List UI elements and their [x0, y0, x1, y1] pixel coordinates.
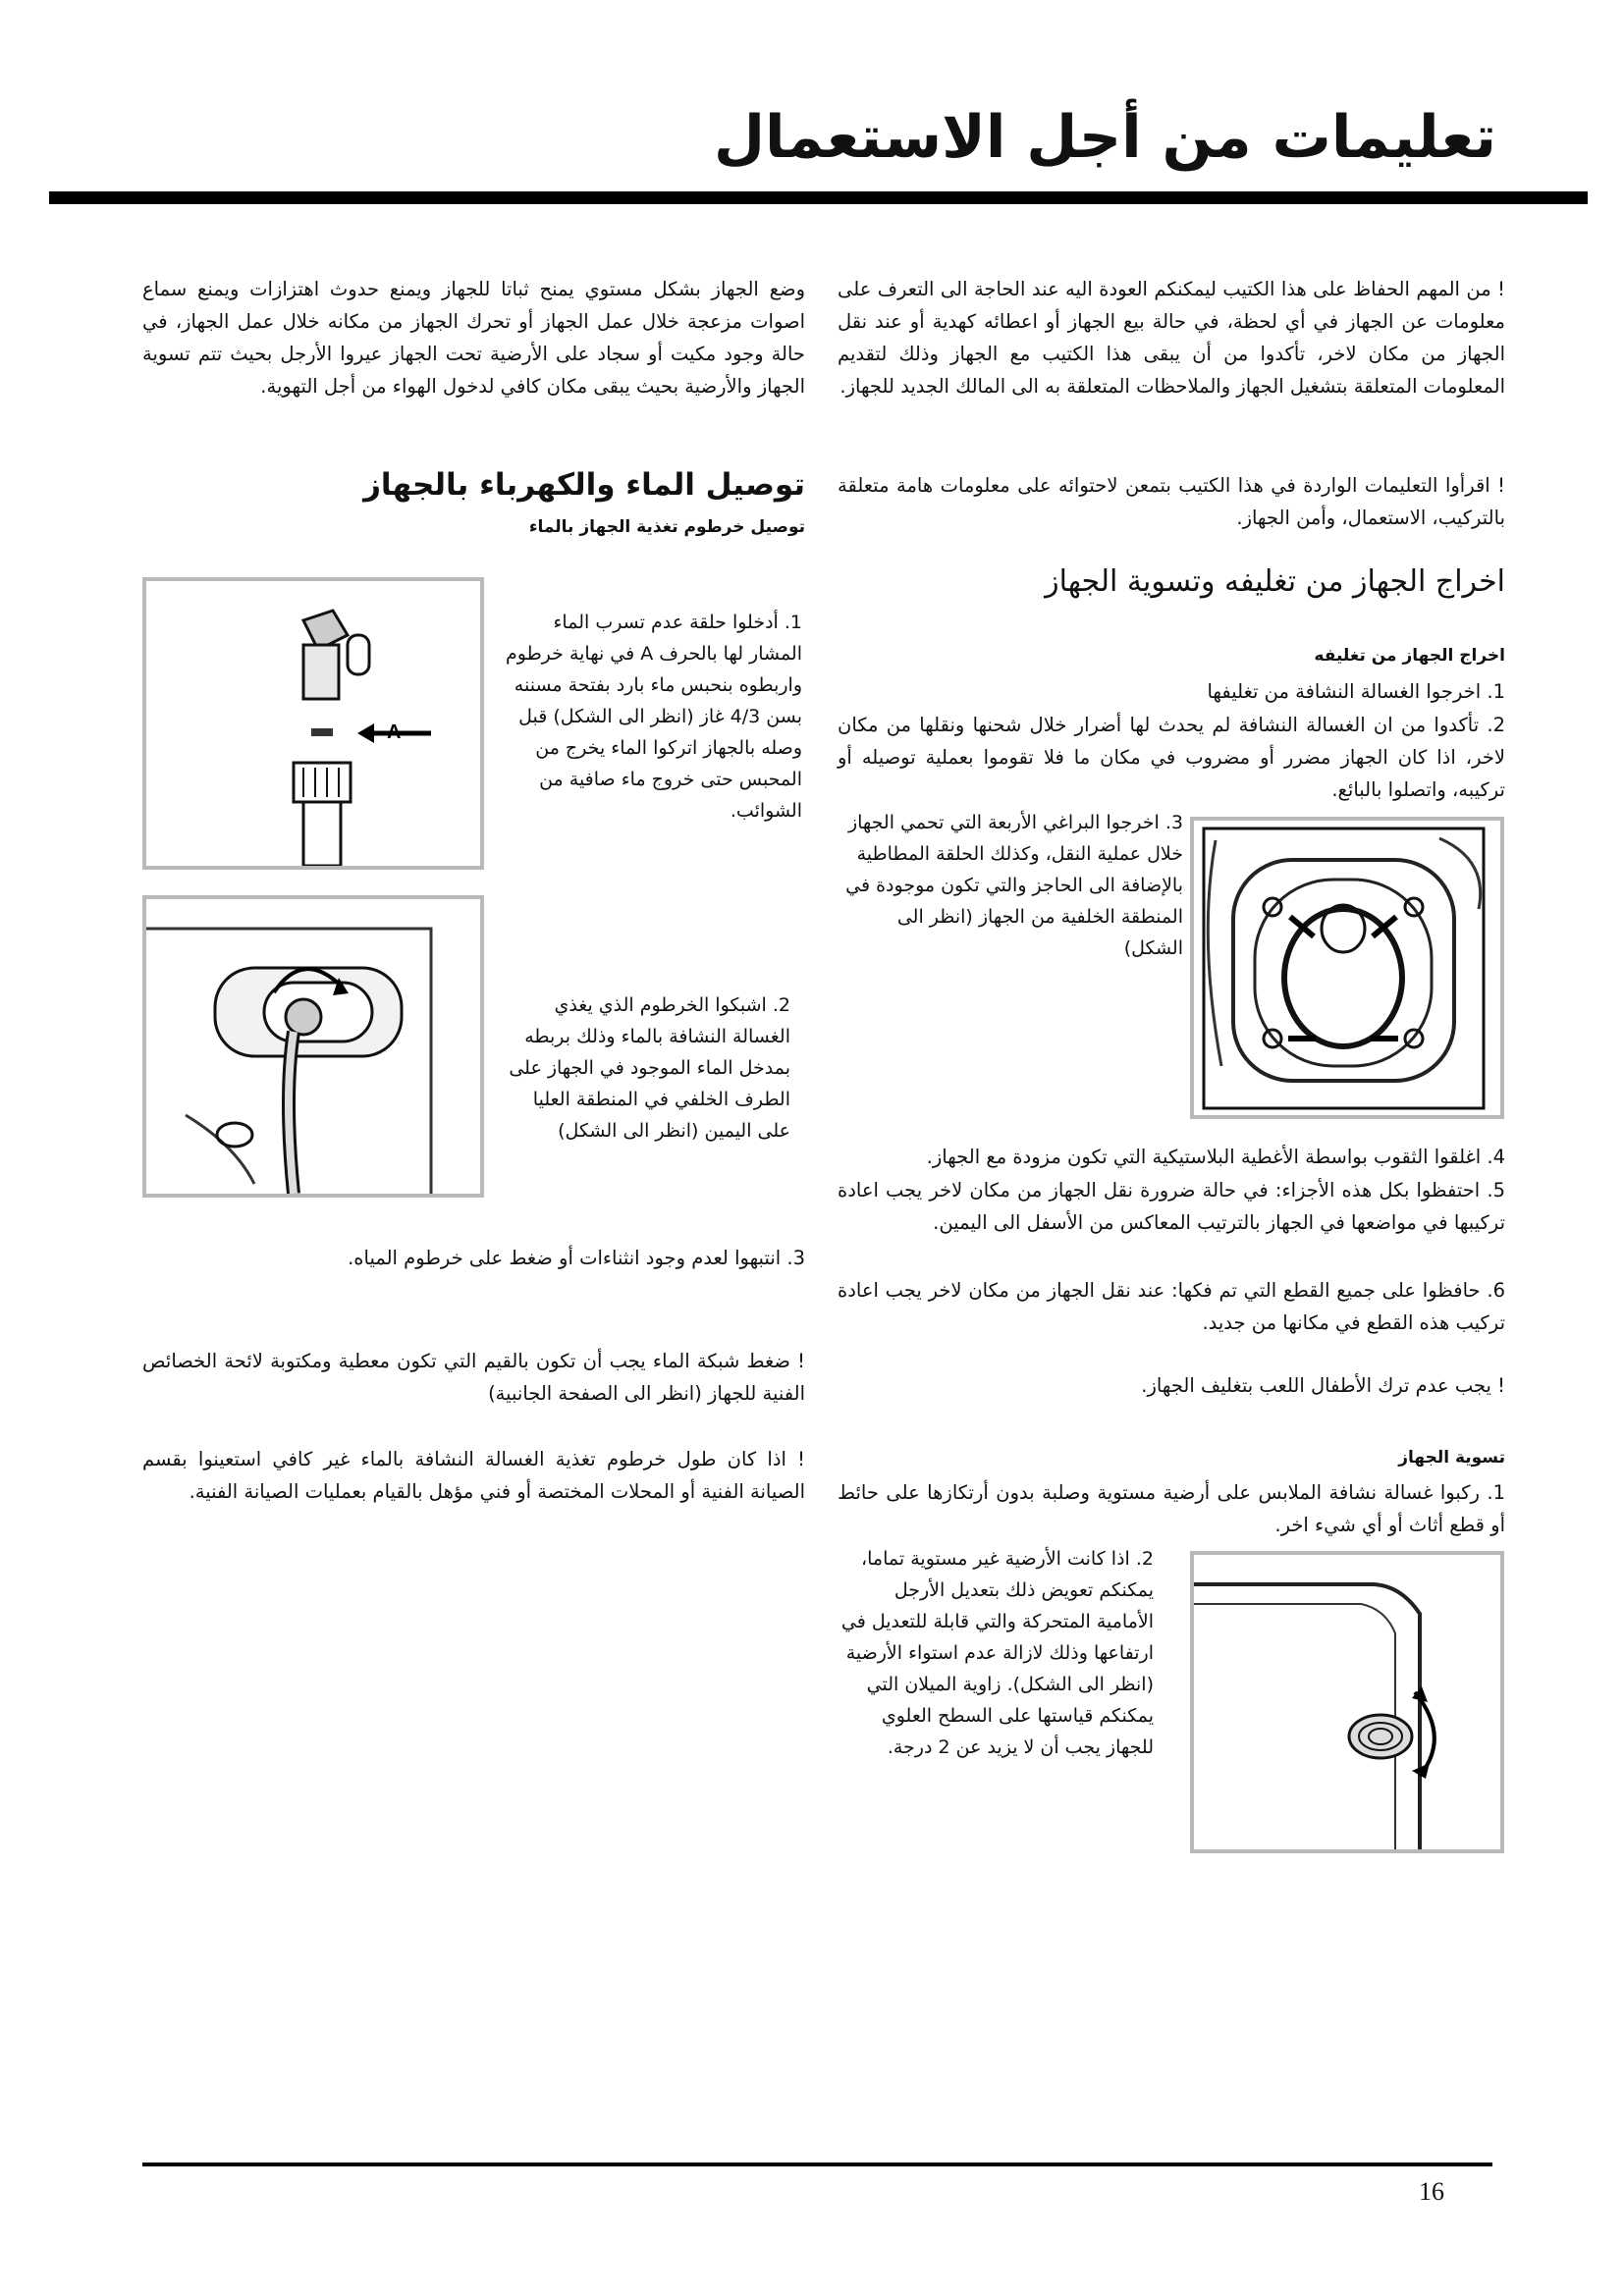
unpack-subtitle: اخراج الجهاز من تغليفه	[1314, 646, 1505, 666]
title-divider	[49, 191, 1588, 204]
figure-machine-back	[1190, 817, 1504, 1119]
leveling-step-1: 1. ركبوا غسالة نشافة الملابس على أرضية مستوية وصلبة بدون أرتكازها على حائط أو قطع أثاث أو أي شيء اخر.	[838, 1481, 1505, 1536]
unpack-step-6: 6. حافظوا على جميع القطع التي تم فكها: عند نقل الجهاز من مكان لاخر يجب اعادة تركيب هذه القطع في مكانها من جديد.	[838, 1279, 1505, 1334]
children-warning: ! يجب عدم ترك الأطفال اللعب بتغليف الجهاز.	[1141, 1374, 1505, 1397]
connection-step-2: 2. اشبكوا الخرطوم الذي يغذي الغسالة النشافة بالماء وذلك بربطه بمدخل الماء الموجود في الجهاز على الطرف الخلفي في المنطقة العليا على اليمين (انظر الى الشكل)	[509, 994, 790, 1142]
section-title-connections: توصيل الماء والكهرباء بالجهاز	[363, 467, 805, 503]
figure-hose-inlet	[142, 895, 484, 1198]
leveling-intro: وضع الجهاز بشكل مستوي يمنح ثباتا للجهاز ويمنع حدوث اهتزازات ويمنع سماع اصوات مزعجة خلال عمل الجهاز أو تحرك الجهاز من مكانه خلال عمل الجهاز، في حالة وجود مكيت أو سجاد على الأرضية تحت الجهاز عيروا الأرجل بحيث تتم تسوية الجهاز والأرضية بحيث يبقى مكان كافي لدخول الهواء من أجل التهوية.	[142, 278, 805, 398]
figure-adjustable-foot	[1190, 1551, 1504, 1853]
unpack-step-1: 1. اخرجوا الغسالة النشافة من تغليفها	[1207, 680, 1505, 703]
unpack-step-3: 3. اخرجوا البراغي الأربعة التي تحمي الجهاز خلال عملية النقل، وكذلك الحلقة المطاطية بالإضافة الى الحاجز والتي تكون موجودة في المنطقة الخلفية من الجهاز (انظر الى الشكل)	[845, 812, 1183, 959]
page-title: تعليمات من أجل الاستعمال	[713, 103, 1496, 172]
connection-step-1: 1. أدخلوا حلقة عدم تسرب الماء المشار لها بالحرف A في نهاية خرطوم واربطوه بنحبس ماء بارد بفتحة مسننه بسن 4/3 غاز (انظر الى الشكل) قبل وصله بالجهاز اتركوا الماء يخرج من المحبس حتى خروج ماء صافية من الشوائب.	[505, 612, 802, 822]
leveling-step-2: 2. اذا كانت الأرضية غير مستوية تماما، يمكنكم تعويض ذلك بتعديل الأرجل الأمامية المتحركة والتي قابلة للتعديل في ارتفاعها وذلك لازالة عدم استواء الأرضية (انظر الى الشكل). زاوية الميلان التي يمكنكم قياستها على السطح العلوي للجهاز يجب أن لا يزيد عن 2 درجة.	[840, 1548, 1154, 1758]
water-pressure-warning: ! ضغط شبكة الماء يجب أن تكون بالقيم التي تكون معطية ومكتوبة لائحة الخصائص الفنية للجهاز (انظر الى الصفحة الجانبية)	[142, 1350, 805, 1405]
unpack-step-2: 2. تأكدوا من ان الغسالة النشافة لم يحدث لها أضرار خلال شحنها ونقلها من مكان لاخر، اذا كان الجهاز مضرر أو مضروب في مكان ما فلا تقوموا بعملية توصيله أو تركيبه، واتصلوا بالبائع.	[838, 714, 1505, 801]
unpack-step-4: 4. اغلقوا الثقوب بواسطة الأغطية البلاستيكية التي تكون مزودة مع الجهاز.	[926, 1146, 1505, 1168]
hose-length-warning: ! اذا كان طول خرطوم تغذية الغسالة النشافة بالماء غير كافي استعينوا بقسم الصيانة الفنية أو المحلات المختصة أو فني مؤهل بالقيام بعمليات الصيانة الفنية.	[142, 1448, 805, 1503]
page-number: 16	[1419, 2177, 1444, 2206]
intro-paragraph: ! من المهم الحفاظ على هذا الكتيب ليمكنكم العودة اليه عند الحاجة الى التعرف على معلومات عن الجهاز في أي لحظة، في حالة بيع الجهاز أو اعطائه كهدية أو عند نقل الجهاز من مكان لاخر، تأكدوا من أن يبقى هذا الكتيب مع الجهاز وذلك لتقديم المعلومات المتعلقة بتشغيل الجهاز والملاحظات المتعلقة به الى المالك الجديد للجهاز.	[838, 278, 1505, 398]
figure-tap-hose	[142, 577, 484, 870]
unpack-step-5: 5. احتفظوا بكل هذه الأجزاء: في حالة ضرورة نقل الجهاز من مكان لاخر يجب اعادة تركيبها في مواضعها في الجهاز بالترتيب المعاكس من الأسفل الى اليمين.	[838, 1179, 1505, 1234]
footer-divider	[142, 2163, 1492, 2166]
fig-label-a: A	[387, 721, 402, 743]
water-hose-subtitle: توصيل خرطوم تغذية الجهاز بالماء	[528, 517, 805, 537]
section-title-unpacking: اخراج الجهاز من تغليفه وتسوية الجهاز	[1045, 564, 1505, 599]
leveling-subtitle: تسوية الجهاز	[1398, 1448, 1505, 1468]
read-warning: ! اقرأوا التعليمات الواردة في هذا الكتيب بتمعن لاحتوائه على معلومات هامة متعلقة بالتركيب، الاستعمال، وأمن الجهاز.	[838, 474, 1505, 529]
connection-step-3: 3. انتبهوا لعدم وجود انثناءات أو ضغط على خرطوم المياه.	[348, 1247, 805, 1269]
